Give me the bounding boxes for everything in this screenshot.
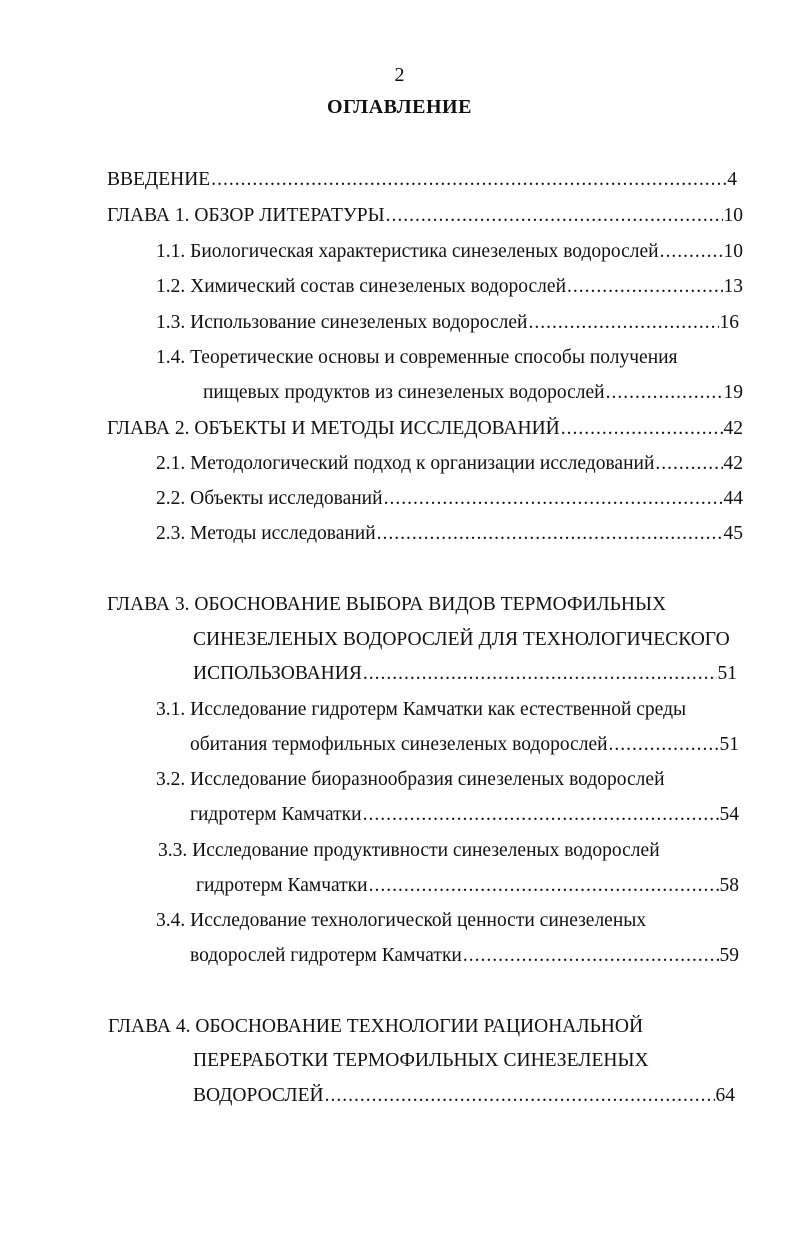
toc-entry-1-2[interactable]: [156, 274, 743, 300]
dot-leader: [377, 521, 723, 547]
toc-entry-chapter-4-line2[interactable]: ПЕРЕРАБОТКИ ТЕРМОФИЛЬНЫХ СИНЕЗЕЛЕНЫХ: [193, 1050, 649, 1071]
dot-leader: [660, 239, 723, 265]
toc-entry-text: гидротерм Камчатки: [190, 804, 362, 825]
toc-entry-3-4[interactable]: [190, 943, 739, 969]
toc-entry-text: 1.2. Химический состав синезеленых водорослей: [156, 276, 567, 297]
toc-entry-2-2[interactable]: [156, 486, 743, 512]
dot-leader: [386, 203, 723, 229]
dot-leader: [528, 310, 718, 336]
dot-leader: [561, 416, 723, 442]
toc-entry-text: 2.1. Методологический подход к организации исследований: [156, 453, 655, 474]
toc-entry-text: 1.3. Использование синезеленых водорослей: [156, 312, 528, 333]
toc-entry-text: ВОДОРОСЛЕЙ: [193, 1085, 324, 1106]
toc-entry-text: 2.3. Методы исследований: [156, 523, 376, 544]
toc-entry-chapter-4-line1[interactable]: ГЛАВА 4. ОБОСНОВАНИЕ ТЕХНОЛОГИИ РАЦИОНАЛЬНОЙ: [108, 1016, 644, 1037]
toc-entry-page: 19: [723, 382, 743, 403]
toc-entry-text: пищевых продуктов из синезеленых водорослей: [203, 382, 605, 403]
toc-entry-page: 4: [727, 169, 737, 190]
toc-entry-page: 16: [719, 312, 739, 333]
dot-leader: [363, 661, 717, 687]
toc-entry-page: 42: [723, 453, 743, 474]
toc-entry-1-4[interactable]: [203, 380, 743, 406]
toc-entry-2-3[interactable]: [156, 521, 743, 547]
dot-leader: [567, 274, 722, 300]
toc-entry-3-3-line1[interactable]: 3.3. Исследование продуктивности синезеленых водорослей: [158, 840, 660, 861]
toc-entry-1-3[interactable]: [156, 310, 739, 336]
toc-entry-text: ГЛАВА 2. ОБЪЕКТЫ И МЕТОДЫ ИССЛЕДОВАНИЙ: [107, 418, 560, 439]
dot-leader: [463, 943, 719, 969]
toc-entry-page: 59: [719, 945, 739, 966]
toc-entry-text: ГЛАВА 1. ОБЗОР ЛИТЕРАТУРЫ: [107, 205, 385, 226]
dot-leader: [384, 486, 723, 512]
toc-entry-2-1[interactable]: [156, 451, 743, 477]
toc-entry-page: 51: [719, 734, 739, 755]
dot-leader: [325, 1083, 715, 1109]
dot-leader: [211, 167, 726, 193]
toc-entry-1-1[interactable]: [156, 239, 743, 265]
toc-entry-chapter-3-line2[interactable]: СИНЕЗЕЛЕНЫХ ВОДОРОСЛЕЙ ДЛЯ ТЕХНОЛОГИЧЕСКОГО: [193, 629, 730, 650]
toc-entry-chapter-3[interactable]: [193, 661, 737, 687]
toc-entry-text: водорослей гидротерм Камчатки: [190, 945, 462, 966]
toc-entry-3-2[interactable]: [190, 802, 739, 828]
toc-entry-page: 45: [723, 523, 743, 544]
toc-entry-3-3[interactable]: [196, 873, 739, 899]
toc-entry-text: 2.2. Объекты исследований: [156, 488, 383, 509]
toc-entry-page: 51: [717, 663, 737, 684]
toc-entry-chapter-2[interactable]: [107, 416, 743, 442]
toc-entry-3-1-line1[interactable]: 3.1. Исследование гидротерм Камчатки как естественной среды: [156, 699, 687, 720]
toc-entry-chapter-1[interactable]: [107, 203, 743, 229]
toc-entry-text: 1.1. Биологическая характеристика синезеленых водорослей: [156, 241, 659, 262]
dot-leader: [655, 451, 722, 477]
toc-entry-3-1[interactable]: [190, 732, 739, 758]
toc-entry-page: 64: [715, 1085, 735, 1106]
toc-entry-page: 54: [719, 804, 739, 825]
toc-entry-text: ВВЕДЕНИЕ: [107, 169, 211, 190]
toc-entry-intro[interactable]: [107, 167, 737, 193]
toc-entry-page: 10: [723, 241, 743, 262]
dot-leader: [369, 873, 719, 899]
toc-entry-chapter-3-line1[interactable]: ГЛАВА 3. ОБОСНОВАНИЕ ВЫБОРА ВИДОВ ТЕРМОФИЛЬНЫХ: [107, 594, 667, 615]
toc-entry-text: ИСПОЛЬЗОВАНИЯ: [193, 663, 362, 684]
toc-entry-page: 13: [723, 276, 743, 297]
toc-entry-1-4-line1[interactable]: 1.4. Теоретические основы и современные способы получения: [156, 347, 678, 368]
toc-title: ОГЛАВЛЕНИЕ: [327, 96, 472, 118]
dot-leader: [609, 732, 719, 758]
toc-entry-text: гидротерм Камчатки: [196, 875, 368, 896]
toc-entry-page: 10: [723, 205, 743, 226]
toc-entry-page: 58: [719, 875, 739, 896]
toc-entry-page: 44: [723, 488, 743, 509]
toc-entry-text: обитания термофильных синезеленых водорослей: [190, 734, 608, 755]
toc-entry-page: 42: [723, 418, 743, 439]
toc-entry-3-2-line1[interactable]: 3.2. Исследование биоразнообразия синезеленых водорослей: [156, 769, 665, 790]
dot-leader: [363, 802, 719, 828]
page-number: 2: [394, 64, 405, 86]
toc-entry-chapter-4[interactable]: [193, 1083, 735, 1109]
toc-entry-3-4-line1[interactable]: 3.4. Исследование технологической ценности синезеленых: [156, 910, 647, 931]
dot-leader: [606, 380, 723, 406]
